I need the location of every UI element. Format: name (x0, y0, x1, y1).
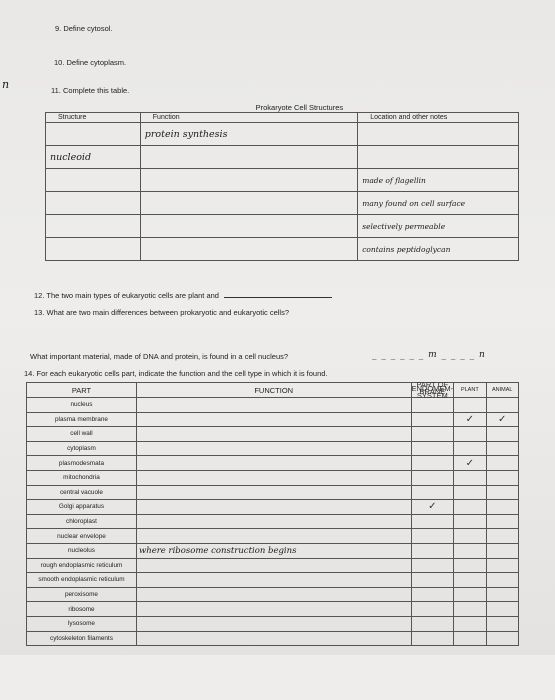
function-cell[interactable] (136, 441, 411, 456)
header-location-notes: Location and other notes (358, 113, 519, 123)
notes-cell[interactable] (358, 169, 519, 192)
eukaryote-row (27, 616, 519, 631)
plant-cell[interactable] (454, 398, 486, 413)
part-cell: ribosome (27, 602, 137, 617)
animal-cell[interactable] (486, 427, 519, 442)
endomembrane-cell[interactable] (411, 616, 454, 631)
part-cell: nuclear envelope (27, 529, 137, 544)
notes-cell-text: made of flagellin (362, 175, 426, 185)
plant-cell[interactable] (454, 412, 486, 427)
eukaryote-row (27, 427, 519, 442)
animal-cell[interactable] (486, 573, 519, 588)
eukaryote-row (27, 587, 519, 602)
eukaryote-row (27, 631, 519, 646)
check-mark-icon: ✓ (428, 501, 437, 513)
animal-cell[interactable] (486, 587, 519, 602)
function-cell[interactable] (136, 427, 411, 442)
animal-cell[interactable] (486, 485, 519, 500)
structure-cell[interactable] (46, 123, 141, 146)
animal-cell[interactable] (486, 543, 519, 558)
structure-cell[interactable] (46, 146, 141, 169)
notes-cell[interactable] (358, 146, 519, 169)
endomembrane-cell[interactable] (411, 558, 454, 573)
part-cell: lysosome (27, 616, 137, 631)
endomembrane-cell[interactable] (411, 514, 454, 529)
animal-cell[interactable] (486, 602, 519, 617)
function-cell[interactable] (136, 573, 411, 588)
eukaryote-row (27, 456, 519, 471)
check-mark-icon: ✓ (465, 457, 475, 469)
material-answer-blanks[interactable]: _ _ _ _ _ _ m _ _ _ _ n (372, 350, 486, 360)
eukaryote-row (27, 412, 519, 427)
part-cell: Golgi apparatus (27, 500, 137, 515)
header-structure: Structure (46, 113, 141, 123)
page-bottom-margin (0, 655, 555, 700)
animal-cell[interactable] (486, 529, 519, 544)
eukaryote-row (27, 543, 519, 558)
endomembrane-cell[interactable] (411, 398, 454, 413)
animal-cell[interactable] (486, 456, 519, 471)
prokaryote-row (46, 215, 519, 238)
notes-cell[interactable] (358, 123, 519, 146)
notes-cell[interactable] (358, 215, 519, 238)
check-mark-icon: ✓ (465, 413, 475, 425)
endomembrane-cell[interactable] (411, 602, 454, 617)
prokaryote-row (46, 146, 519, 169)
prokaryote-row (46, 169, 519, 192)
plant-cell[interactable] (454, 587, 486, 602)
plant-cell[interactable] (454, 616, 486, 631)
plant-cell[interactable] (454, 441, 486, 456)
notes-cell[interactable] (358, 192, 519, 215)
header-endomembrane: PART OF ENDOMEM-BRANE SYSTEM (411, 380, 454, 400)
endomembrane-cell[interactable] (411, 529, 454, 544)
prokaryote-row (46, 123, 519, 146)
function-cell[interactable] (140, 123, 357, 146)
notes-cell-text: many found on cell surface (362, 198, 466, 208)
animal-cell[interactable] (486, 514, 519, 529)
header-function: FUNCTION (136, 383, 411, 398)
structure-cell[interactable] (46, 169, 141, 192)
prokaryote-row (46, 238, 519, 261)
plant-cell[interactable] (454, 529, 486, 544)
structure-cell[interactable] (46, 238, 141, 261)
answer-blank-12[interactable] (224, 297, 332, 298)
endomembrane-cell[interactable] (411, 456, 454, 471)
eukaryote-row (27, 485, 519, 500)
eukaryote-row (27, 573, 519, 588)
endomembrane-cell[interactable] (411, 543, 454, 558)
plant-cell[interactable] (454, 500, 486, 515)
part-cell: smooth endoplasmic reticulum (27, 573, 137, 588)
part-cell: rough endoplasmic reticulum (27, 558, 137, 573)
function-cell[interactable] (140, 192, 357, 215)
eukaryote-row (27, 398, 519, 413)
plant-cell[interactable] (454, 573, 486, 588)
endomembrane-cell[interactable] (411, 427, 454, 442)
endomembrane-cell[interactable] (411, 441, 454, 456)
endomembrane-cell[interactable] (411, 485, 454, 500)
structure-cell[interactable] (46, 215, 141, 238)
animal-cell[interactable] (486, 441, 519, 456)
notes-cell-text: selectively permeable (362, 221, 446, 231)
animal-cell[interactable] (486, 616, 519, 631)
plant-cell[interactable] (454, 631, 486, 646)
animal-cell[interactable] (486, 398, 519, 413)
animal-cell[interactable] (486, 558, 519, 573)
animal-cell[interactable] (486, 500, 519, 515)
margin-handwriting: n (2, 78, 10, 91)
header-animal: ANIMAL (486, 383, 519, 398)
function-cell[interactable] (136, 616, 411, 631)
endomembrane-cell[interactable] (411, 412, 454, 427)
function-cell[interactable] (140, 215, 357, 238)
notes-cell[interactable] (358, 238, 519, 261)
function-cell[interactable] (136, 631, 411, 646)
eukaryote-row (27, 602, 519, 617)
function-cell[interactable] (136, 543, 411, 558)
plant-cell[interactable] (454, 470, 486, 485)
animal-cell[interactable] (486, 470, 519, 485)
eukaryote-row (27, 558, 519, 573)
function-cell[interactable] (136, 558, 411, 573)
endomembrane-cell[interactable] (411, 631, 454, 646)
eukaryote-row (27, 441, 519, 456)
eukaryote-row (27, 500, 519, 515)
function-cell[interactable] (136, 602, 411, 617)
eukaryote-row (27, 529, 519, 544)
header-part: PART (27, 383, 137, 398)
question-12: 12. The two main types of eukaryotic cells are plant and (34, 291, 332, 300)
header-plant: PLANT (454, 383, 486, 398)
structure-cell[interactable] (46, 192, 141, 215)
eukaryote-row (27, 514, 519, 529)
plant-cell[interactable] (454, 427, 486, 442)
function-cell[interactable] (136, 485, 411, 500)
part-cell: peroxisome (27, 587, 137, 602)
plant-cell[interactable] (454, 485, 486, 500)
part-cell: nucleus (27, 398, 137, 413)
function-cell[interactable] (136, 514, 411, 529)
part-cell: nucleolus (27, 543, 137, 558)
part-cell: central vacuole (27, 485, 137, 500)
function-cell[interactable] (140, 238, 357, 261)
question-13: 13. What are two main differences between prokaryotic and eukaryotic cells? (34, 308, 289, 317)
part-cell: mitochondria (27, 470, 137, 485)
function-cell[interactable] (136, 456, 411, 471)
eukaryote-parts-table (26, 382, 519, 646)
part-cell: chloroplast (27, 514, 137, 529)
function-cell[interactable] (136, 470, 411, 485)
plant-cell[interactable] (454, 558, 486, 573)
function-cell[interactable] (140, 146, 357, 169)
function-cell-text: protein synthesis (144, 128, 228, 140)
function-cell[interactable] (136, 500, 411, 515)
structure-cell-text: nucleoid (50, 151, 92, 163)
function-cell[interactable] (136, 398, 411, 413)
question-9: 9. Define cytosol. (55, 24, 113, 33)
question-10: 10. Define cytoplasm. (54, 58, 127, 67)
animal-cell[interactable] (486, 631, 519, 646)
animal-cell[interactable] (486, 412, 519, 427)
part-cell: cell wall (27, 427, 137, 442)
part-cell: plasma membrane (27, 412, 137, 427)
prokaryote-structures-table (45, 103, 519, 261)
header-function: Function (140, 113, 357, 123)
function-cell[interactable] (140, 169, 357, 192)
plant-cell[interactable] (454, 543, 486, 558)
part-cell: cytoskeleton filaments (27, 631, 137, 646)
question-11: 11. Complete this table. (51, 86, 130, 95)
function-cell[interactable] (136, 529, 411, 544)
part-cell: cytoplasm (27, 441, 137, 456)
prokaryote-table-title: Prokaryote Cell Structures (255, 103, 344, 112)
endomembrane-cell[interactable] (411, 500, 454, 515)
prokaryote-row (46, 192, 519, 215)
endomembrane-cell[interactable] (411, 587, 454, 602)
endomembrane-cell[interactable] (411, 470, 454, 485)
plant-cell[interactable] (454, 514, 486, 529)
function-cell[interactable] (136, 587, 411, 602)
question-14: 14. For each eukaryotic cells part, indicate the function and the cell type in which it is found. (24, 369, 328, 378)
part-cell: plasmodesmata (27, 456, 137, 471)
function-cell[interactable] (136, 412, 411, 427)
plant-cell[interactable] (454, 602, 486, 617)
eukaryote-row (27, 470, 519, 485)
plant-cell[interactable] (454, 456, 486, 471)
check-mark-icon: ✓ (498, 413, 507, 425)
notes-cell-text: contains peptidoglycan (362, 244, 451, 254)
question-material: What important material, made of DNA and protein, is found in a cell nucleus? (30, 352, 289, 361)
endomembrane-cell[interactable] (411, 573, 454, 588)
function-answer: where ribosome construction begins (138, 545, 297, 556)
